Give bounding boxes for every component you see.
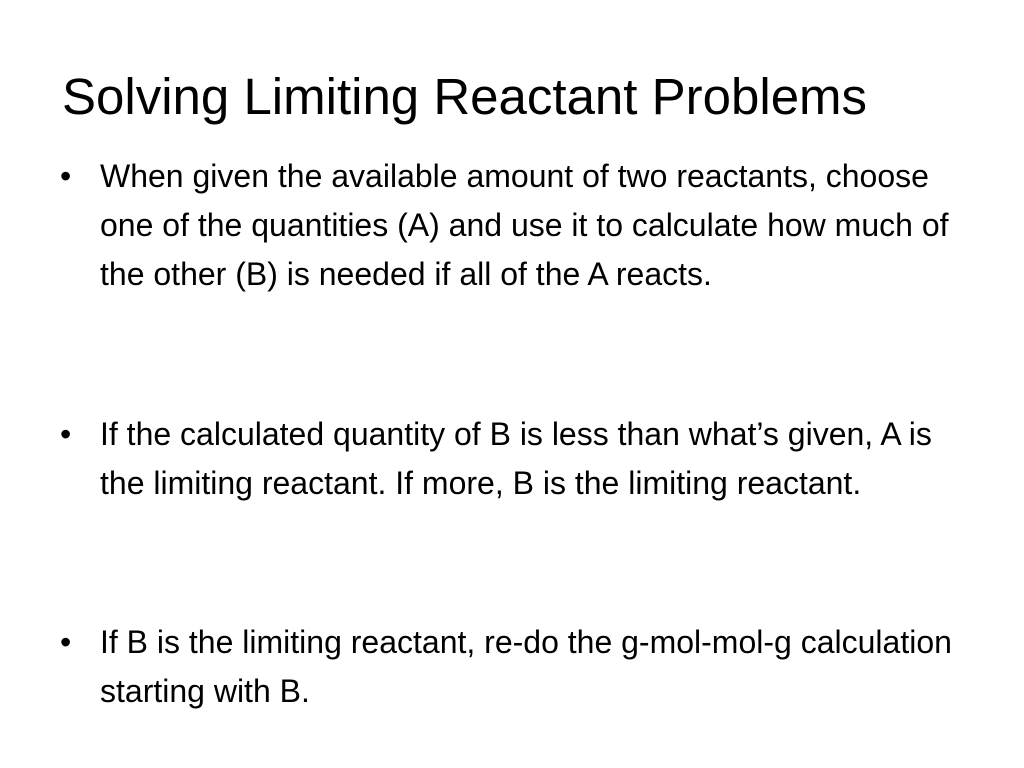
- bullet-item-redo: [56, 618, 976, 716]
- bullet-item-compare: [56, 410, 976, 508]
- bullet-text: If the calculated quantity of B is less than what’s given, A is the limiting reactant. If more, B is the limiting reactant.: [100, 416, 932, 501]
- bullet-item-calculate: [56, 152, 976, 299]
- bullet-text: When given the available amount of two reactants, choose one of the quantities (A) and use it to calculate how much of the other (B) is needed if all of the A reacts.: [100, 158, 949, 292]
- bullet-marker: •: [60, 416, 72, 452]
- bullet-marker: •: [60, 158, 72, 194]
- bullet-marker: •: [60, 624, 72, 660]
- slide-title: Solving Limiting Reactant Problems: [62, 68, 868, 125]
- bullet-text: If B is the limiting reactant, re-do the g-mol-mol-g calculation starting with B.: [100, 624, 952, 709]
